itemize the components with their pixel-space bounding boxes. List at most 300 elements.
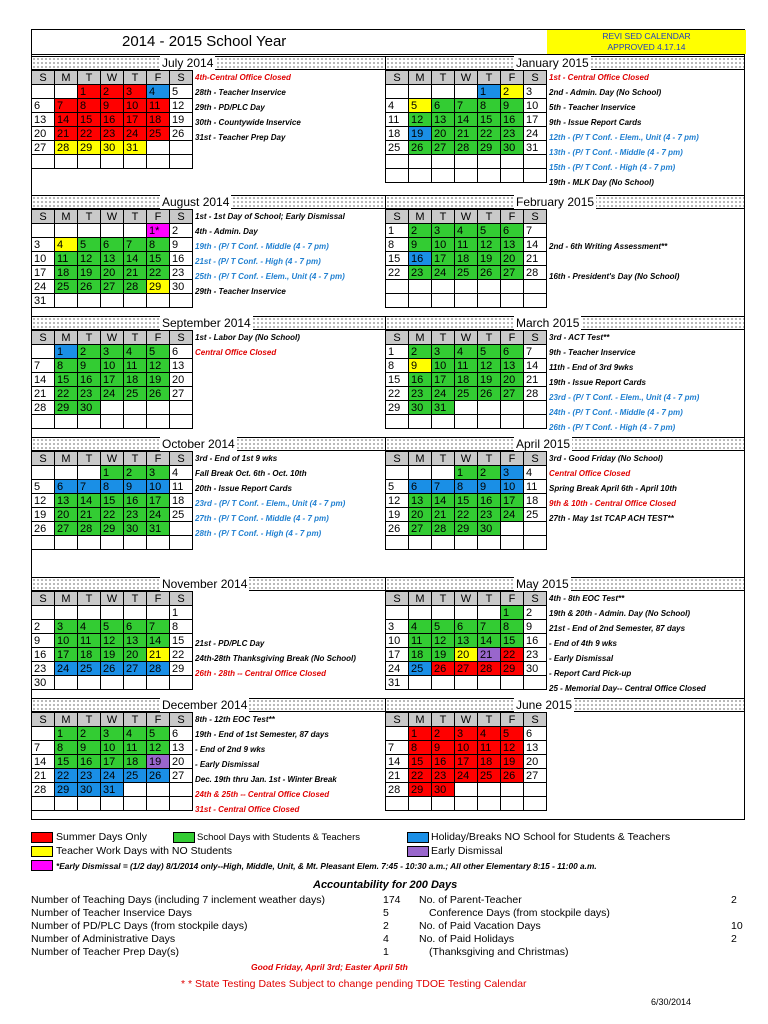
day-cell: 16 bbox=[501, 113, 524, 127]
day-cell bbox=[170, 415, 193, 429]
day-cell bbox=[501, 676, 524, 690]
day-cell: 6 bbox=[524, 727, 547, 741]
weekday-header: S bbox=[32, 71, 55, 85]
day-cell: 15 bbox=[170, 634, 193, 648]
weekday-header: S bbox=[170, 592, 193, 606]
day-cell: 24 bbox=[55, 662, 78, 676]
day-cell: 6 bbox=[32, 99, 55, 113]
day-cell bbox=[455, 797, 478, 811]
month-name: April 2015 bbox=[516, 437, 571, 451]
day-cell: 27 bbox=[432, 141, 455, 155]
day-cell bbox=[478, 169, 501, 183]
day-cell bbox=[478, 401, 501, 415]
month-grid bbox=[385, 591, 547, 690]
event-note: 19th & 20th - Admin. Day (No School) bbox=[549, 609, 691, 618]
day-cell: 5 bbox=[409, 99, 432, 113]
day-cell: 22 bbox=[101, 508, 124, 522]
day-cell: 8 bbox=[101, 480, 124, 494]
day-cell bbox=[409, 466, 432, 480]
day-cell: 21 bbox=[78, 508, 101, 522]
day-cell bbox=[147, 294, 170, 308]
day-cell: 2 bbox=[78, 345, 101, 359]
day-cell: 21 bbox=[455, 127, 478, 141]
weekday-header: S bbox=[524, 71, 547, 85]
day-cell: 14 bbox=[386, 755, 409, 769]
event-note: 23rd - (P/ T Conf. - Elem., Unit (4 - 7 pm) bbox=[195, 499, 346, 508]
day-cell: 29 bbox=[170, 662, 193, 676]
day-cell: 29 bbox=[55, 783, 78, 797]
month-block bbox=[31, 698, 391, 814]
day-cell: 13 bbox=[501, 238, 524, 252]
month-block bbox=[31, 437, 391, 538]
month-name: September 2014 bbox=[162, 316, 251, 330]
day-cell: 3 bbox=[386, 620, 409, 634]
day-cell: 21 bbox=[124, 266, 147, 280]
day-cell: 13 bbox=[409, 494, 432, 508]
day-cell: 19 bbox=[78, 266, 101, 280]
day-cell: 15 bbox=[78, 113, 101, 127]
day-cell: 8 bbox=[501, 620, 524, 634]
day-cell: 26 bbox=[170, 127, 193, 141]
day-cell: 22 bbox=[170, 648, 193, 662]
month-notes bbox=[192, 330, 391, 420]
day-cell: 5 bbox=[147, 345, 170, 359]
day-cell: 3 bbox=[147, 466, 170, 480]
day-cell: 20 bbox=[55, 508, 78, 522]
day-cell: 15 bbox=[55, 755, 78, 769]
day-cell: 14 bbox=[55, 113, 78, 127]
accountability-value: 4 bbox=[383, 933, 389, 945]
event-note: 9th - Issue Report Cards bbox=[549, 118, 642, 127]
event-note: 21st - PD/PLC Day bbox=[195, 639, 265, 648]
day-cell bbox=[55, 606, 78, 620]
day-cell bbox=[124, 224, 147, 238]
day-cell: 2 bbox=[432, 727, 455, 741]
day-cell: 3 bbox=[55, 620, 78, 634]
day-cell: 27 bbox=[501, 266, 524, 280]
day-cell: 20 bbox=[101, 266, 124, 280]
day-cell: 19 bbox=[147, 373, 170, 387]
month-grid bbox=[385, 70, 547, 183]
day-cell: 9 bbox=[32, 634, 55, 648]
day-cell: 20 bbox=[124, 648, 147, 662]
day-cell: 29 bbox=[455, 522, 478, 536]
day-cell bbox=[478, 783, 501, 797]
weekday-header: T bbox=[124, 592, 147, 606]
day-cell: 7 bbox=[32, 359, 55, 373]
month-header bbox=[31, 56, 391, 70]
day-cell: 4 bbox=[409, 620, 432, 634]
day-cell: 5 bbox=[478, 345, 501, 359]
day-cell: 1 bbox=[386, 224, 409, 238]
event-note: 3rd - Good Friday (No School) bbox=[549, 454, 663, 463]
day-cell: 16 bbox=[478, 494, 501, 508]
day-cell: 16 bbox=[124, 494, 147, 508]
day-cell: 20 bbox=[432, 127, 455, 141]
day-cell: 24 bbox=[455, 769, 478, 783]
day-cell: 13 bbox=[432, 113, 455, 127]
event-note: 1st - 1st Day of School; Early Dismissal bbox=[195, 212, 345, 221]
day-cell bbox=[55, 536, 78, 550]
day-cell bbox=[32, 345, 55, 359]
event-note bbox=[192, 621, 391, 636]
day-cell: 27 bbox=[32, 141, 55, 155]
day-cell bbox=[409, 169, 432, 183]
day-cell: 12 bbox=[32, 494, 55, 508]
day-cell: 9 bbox=[524, 620, 547, 634]
accountability-value: 2 bbox=[383, 920, 389, 932]
day-cell bbox=[409, 606, 432, 620]
day-cell: 26 bbox=[147, 387, 170, 401]
day-cell bbox=[524, 415, 547, 429]
early-note-swatch bbox=[31, 860, 53, 871]
day-cell: 23 bbox=[124, 508, 147, 522]
weekday-header: T bbox=[124, 713, 147, 727]
day-cell: 5 bbox=[147, 727, 170, 741]
day-cell bbox=[170, 797, 193, 811]
accountability-value: 10 bbox=[731, 920, 743, 932]
day-cell bbox=[409, 294, 432, 308]
day-cell bbox=[524, 294, 547, 308]
day-cell: 17 bbox=[432, 373, 455, 387]
day-cell: 27 bbox=[409, 522, 432, 536]
day-cell: 28 bbox=[524, 266, 547, 280]
weekday-header: F bbox=[147, 592, 170, 606]
day-cell: 12 bbox=[78, 252, 101, 266]
day-cell: 2 bbox=[124, 466, 147, 480]
day-cell bbox=[32, 224, 55, 238]
day-cell: 10 bbox=[386, 634, 409, 648]
event-note: 24th-28th Thanksgiving Break (No School) bbox=[195, 654, 356, 663]
day-cell: 12 bbox=[478, 238, 501, 252]
day-cell: 14 bbox=[455, 113, 478, 127]
day-cell: 25 bbox=[78, 662, 101, 676]
day-cell bbox=[432, 169, 455, 183]
day-cell: 11 bbox=[78, 634, 101, 648]
weekday-header: T bbox=[478, 331, 501, 345]
day-cell: 11 bbox=[478, 741, 501, 755]
month-name: February 2015 bbox=[516, 195, 595, 209]
day-cell: 16 bbox=[524, 634, 547, 648]
weekday-header: S bbox=[32, 452, 55, 466]
summer-swatch bbox=[31, 832, 53, 843]
day-cell: 17 bbox=[101, 755, 124, 769]
day-cell: 1* bbox=[147, 224, 170, 238]
event-note: 4th - Admin. Day bbox=[195, 227, 258, 236]
weekday-header: W bbox=[455, 713, 478, 727]
event-note: 25 - Memorial Day-- Central Office Closed bbox=[549, 684, 706, 693]
day-cell: 28 bbox=[455, 141, 478, 155]
day-cell bbox=[101, 536, 124, 550]
day-cell: 26 bbox=[501, 769, 524, 783]
day-cell: 18 bbox=[78, 648, 101, 662]
day-cell: 28 bbox=[478, 662, 501, 676]
month-header bbox=[385, 437, 745, 451]
day-cell: 23 bbox=[478, 508, 501, 522]
event-note: 19th - Issue Report Cards bbox=[549, 378, 646, 387]
day-cell: 23 bbox=[432, 769, 455, 783]
month-block bbox=[31, 195, 391, 307]
event-note: 30th - Countywide Inservice bbox=[195, 118, 301, 127]
day-cell: 22 bbox=[55, 387, 78, 401]
accountability-label: Number of Administrative Days bbox=[31, 933, 176, 945]
day-cell: 16 bbox=[409, 373, 432, 387]
day-cell: 15 bbox=[147, 252, 170, 266]
day-cell: 20 bbox=[409, 508, 432, 522]
day-cell: 1 bbox=[478, 85, 501, 99]
day-cell: 29 bbox=[386, 401, 409, 415]
day-cell: 13 bbox=[55, 494, 78, 508]
day-cell: 8 bbox=[78, 99, 101, 113]
day-cell: 31 bbox=[524, 141, 547, 155]
day-cell bbox=[147, 797, 170, 811]
day-cell: 30 bbox=[432, 783, 455, 797]
day-cell: 9 bbox=[78, 741, 101, 755]
weekday-header: S bbox=[170, 331, 193, 345]
holiday-swatch bbox=[407, 832, 429, 843]
day-cell: 11 bbox=[455, 238, 478, 252]
day-cell bbox=[386, 280, 409, 294]
day-cell: 16 bbox=[170, 252, 193, 266]
day-cell bbox=[78, 466, 101, 480]
day-cell bbox=[147, 536, 170, 550]
month-grid bbox=[31, 70, 193, 169]
weekday-header: T bbox=[478, 452, 501, 466]
month-name: May 2015 bbox=[516, 577, 569, 591]
weekday-header: F bbox=[501, 210, 524, 224]
weekday-header: W bbox=[455, 592, 478, 606]
day-cell bbox=[432, 280, 455, 294]
day-cell: 17 bbox=[432, 252, 455, 266]
weekday-header: T bbox=[124, 210, 147, 224]
event-note: 20th - Issue Report Cards bbox=[195, 484, 292, 493]
day-cell bbox=[55, 155, 78, 169]
day-cell: 11 bbox=[55, 252, 78, 266]
day-cell: 9 bbox=[432, 741, 455, 755]
day-cell: 10 bbox=[55, 634, 78, 648]
day-cell: 18 bbox=[455, 373, 478, 387]
day-cell bbox=[386, 466, 409, 480]
day-cell: 15 bbox=[386, 252, 409, 266]
day-cell: 19 bbox=[147, 755, 170, 769]
day-cell: 7 bbox=[55, 99, 78, 113]
day-cell bbox=[32, 606, 55, 620]
event-note: 11th - End of 3rd 9wks bbox=[549, 363, 634, 372]
day-cell: 31 bbox=[432, 401, 455, 415]
day-cell bbox=[524, 536, 547, 550]
day-cell: 3 bbox=[124, 85, 147, 99]
day-cell: 21 bbox=[524, 252, 547, 266]
weekday-header: S bbox=[524, 713, 547, 727]
event-note bbox=[546, 727, 745, 742]
day-cell bbox=[432, 676, 455, 690]
day-cell: 18 bbox=[478, 755, 501, 769]
day-cell bbox=[124, 797, 147, 811]
day-cell: 6 bbox=[501, 224, 524, 238]
day-cell bbox=[432, 536, 455, 550]
weekday-header: T bbox=[124, 331, 147, 345]
event-note: 3rd - End of 1st 9 wks bbox=[195, 454, 278, 463]
day-cell: 24 bbox=[124, 127, 147, 141]
event-note: - Early Dismissal bbox=[195, 760, 260, 769]
day-cell: 5 bbox=[78, 238, 101, 252]
day-cell: 5 bbox=[170, 85, 193, 99]
day-cell bbox=[524, 169, 547, 183]
day-cell bbox=[455, 155, 478, 169]
day-cell bbox=[386, 536, 409, 550]
weekday-header: F bbox=[501, 592, 524, 606]
day-cell bbox=[455, 85, 478, 99]
day-cell bbox=[101, 294, 124, 308]
event-note: 1st - Labor Day (No School) bbox=[195, 333, 300, 342]
day-cell bbox=[170, 676, 193, 690]
month-notes bbox=[546, 712, 745, 802]
day-cell: 30 bbox=[78, 783, 101, 797]
day-cell bbox=[170, 294, 193, 308]
weekday-header: W bbox=[101, 592, 124, 606]
day-cell: 1 bbox=[101, 466, 124, 480]
day-cell bbox=[32, 155, 55, 169]
month-notes bbox=[546, 330, 745, 435]
day-cell: 26 bbox=[147, 769, 170, 783]
day-cell: 3 bbox=[432, 345, 455, 359]
accountability-label: No. of Parent-Teacher bbox=[419, 894, 522, 906]
day-cell: 12 bbox=[147, 359, 170, 373]
day-cell: 14 bbox=[524, 238, 547, 252]
day-cell: 15 bbox=[501, 634, 524, 648]
weekday-header: T bbox=[432, 452, 455, 466]
weekday-header: S bbox=[170, 210, 193, 224]
accountability-value: 174 bbox=[383, 894, 401, 906]
weekday-header: T bbox=[478, 592, 501, 606]
day-cell: 9 bbox=[170, 238, 193, 252]
day-cell bbox=[455, 676, 478, 690]
weekday-header: M bbox=[409, 592, 432, 606]
day-cell bbox=[170, 155, 193, 169]
event-note: 19th - (P/ T Conf. - Middle (4 - 7 pm) bbox=[195, 242, 329, 251]
day-cell bbox=[455, 415, 478, 429]
day-cell bbox=[501, 415, 524, 429]
event-note: Central Office Closed bbox=[195, 348, 277, 357]
day-cell bbox=[147, 401, 170, 415]
day-cell: 13 bbox=[101, 252, 124, 266]
day-cell bbox=[147, 676, 170, 690]
day-cell bbox=[501, 294, 524, 308]
event-note: 4th - 8th EOC Test** bbox=[549, 594, 625, 603]
day-cell bbox=[455, 169, 478, 183]
event-note bbox=[546, 742, 745, 757]
day-cell: 20 bbox=[170, 755, 193, 769]
weekday-header: F bbox=[147, 331, 170, 345]
day-cell: 30 bbox=[501, 141, 524, 155]
event-note: 27th - May 1st TCAP ACH TEST** bbox=[549, 514, 674, 523]
event-note: 31st - Central Office Closed bbox=[195, 805, 300, 814]
day-cell bbox=[501, 169, 524, 183]
day-cell: 7 bbox=[524, 345, 547, 359]
weekday-header: S bbox=[32, 592, 55, 606]
day-cell: 20 bbox=[455, 648, 478, 662]
weekday-header: S bbox=[32, 713, 55, 727]
day-cell: 25 bbox=[478, 769, 501, 783]
weekday-header: W bbox=[455, 71, 478, 85]
day-cell: 14 bbox=[432, 494, 455, 508]
day-cell: 17 bbox=[32, 266, 55, 280]
weekday-header: M bbox=[55, 592, 78, 606]
day-cell bbox=[386, 294, 409, 308]
day-cell bbox=[78, 415, 101, 429]
revised-line-2: APPROVED 4.17.14 bbox=[607, 42, 686, 52]
day-cell: 26 bbox=[101, 662, 124, 676]
day-cell: 28 bbox=[55, 141, 78, 155]
month-header bbox=[385, 56, 745, 70]
day-cell bbox=[147, 606, 170, 620]
day-cell: 12 bbox=[432, 634, 455, 648]
day-cell: 27 bbox=[101, 280, 124, 294]
event-note bbox=[546, 254, 745, 269]
day-cell: 20 bbox=[170, 373, 193, 387]
day-cell: 19 bbox=[478, 252, 501, 266]
day-cell: 12 bbox=[501, 741, 524, 755]
day-cell: 25 bbox=[524, 508, 547, 522]
day-cell: 6 bbox=[124, 620, 147, 634]
weekday-header: T bbox=[78, 71, 101, 85]
day-cell: 17 bbox=[101, 373, 124, 387]
event-note bbox=[546, 712, 745, 727]
day-cell bbox=[501, 797, 524, 811]
weekday-header: S bbox=[524, 452, 547, 466]
day-cell: 5 bbox=[101, 620, 124, 634]
day-cell: 4 bbox=[78, 620, 101, 634]
day-cell: 31 bbox=[147, 522, 170, 536]
event-note bbox=[192, 405, 391, 420]
day-cell bbox=[455, 606, 478, 620]
day-cell: 10 bbox=[124, 99, 147, 113]
weekday-header: S bbox=[524, 331, 547, 345]
day-cell: 20 bbox=[32, 127, 55, 141]
day-cell: 7 bbox=[386, 741, 409, 755]
day-cell bbox=[432, 415, 455, 429]
day-cell bbox=[124, 783, 147, 797]
event-note: 24th & 25th -- Central Office Closed bbox=[195, 790, 330, 799]
weekday-header: M bbox=[55, 331, 78, 345]
day-cell: 22 bbox=[55, 769, 78, 783]
day-cell bbox=[32, 536, 55, 550]
day-cell bbox=[432, 606, 455, 620]
day-cell: 2 bbox=[524, 606, 547, 620]
weekday-header: T bbox=[432, 71, 455, 85]
day-cell: 6 bbox=[409, 480, 432, 494]
month-name: June 2015 bbox=[516, 698, 573, 712]
day-cell: 13 bbox=[170, 741, 193, 755]
event-note: Spring Break April 6th - April 10th bbox=[549, 484, 677, 493]
day-cell: 18 bbox=[524, 494, 547, 508]
day-cell bbox=[124, 676, 147, 690]
day-cell: 2 bbox=[409, 345, 432, 359]
event-note bbox=[546, 772, 745, 787]
day-cell: 24 bbox=[101, 769, 124, 783]
day-cell: 1 bbox=[386, 345, 409, 359]
day-cell: 17 bbox=[147, 494, 170, 508]
day-cell: 30 bbox=[78, 401, 101, 415]
weekday-header: F bbox=[501, 452, 524, 466]
day-cell: 21 bbox=[147, 648, 170, 662]
weekday-header: T bbox=[78, 331, 101, 345]
weekday-header: M bbox=[55, 713, 78, 727]
weekday-header: W bbox=[101, 713, 124, 727]
day-cell: 22 bbox=[386, 387, 409, 401]
month-grid bbox=[385, 330, 547, 429]
day-cell: 19 bbox=[432, 648, 455, 662]
